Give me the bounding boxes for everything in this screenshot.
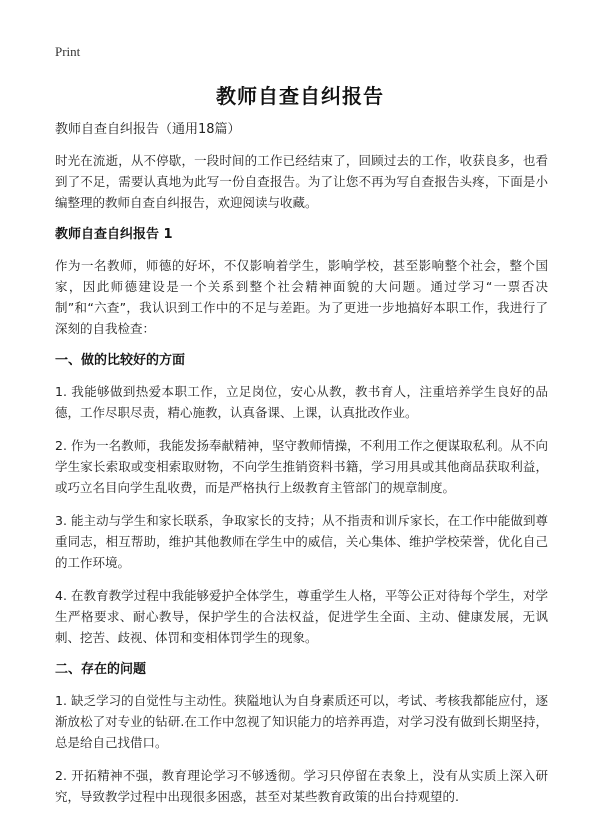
document-subtitle: 教师自查自纠报告（通用18篇）	[55, 122, 241, 137]
report-intro-paragraph: 作为一名教师，师德的好坏，不仅影响着学生，影响学校，甚至影响整个社会，整个国家，因此师德建设是一个关系到整个社会精神面貌的大问题。通过学习“一票否决制”和“六查”，我认识到工作中的不足与差距。为了更进一步地搞好本职工作，我进行了深刻的自我检查：	[55, 258, 548, 336]
strength-item: 3. 能主动与学生和家长联系，争取家长的支持；从不指责和训斥家长，在工作中能做到尊重同志，相互帮助，维护其他教师在学生中的威信，关心集体、维护学校荣誉，优化自己的工作环境。	[55, 513, 548, 570]
problem-item: 2. 开拓精神不强，教育理论学习不够透彻。学习只停留在表象上，没有从实质上深入研究，导致教学过程中出现很多困惑，甚至对某些教育政策的出台持观望的.	[55, 768, 548, 804]
document-title: 教师自查自纠报告	[216, 84, 384, 108]
document-body	[55, 120, 548, 819]
problem-item: 1. 缺乏学习的自觉性与主动性。狭隘地认为自身素质还可以，考试、考核我都能应付，逐渐放松了对专业的钻研.在工作中忽视了知识能力的培养再造，对学习没有做到长期坚持，总是给自己找借口。	[55, 693, 548, 750]
section-heading-strengths: 一、做的比较好的方面	[55, 353, 186, 368]
strength-item: 1. 我能够做到热爱本职工作，立足岗位，安心从教，教书育人，注重培养学生良好的品德，工作尽职尽责，精心施教，认真备课、上课，认真批改作业。	[55, 384, 548, 420]
section-heading-problems: 二、存在的问题	[55, 662, 147, 677]
print-label: Print	[55, 44, 81, 59]
report-heading: 教师自查自纠报告 1	[55, 227, 173, 242]
strength-item: 4. 在教育教学过程中我能够爱护全体学生，尊重学生人格，平等公正对待每个学生，对学生严格要求、耐心教导，保护学生的合法权益，促进学生全面、主动、健康发展，无讽刺、挖苦、歧视、体罚和变相体罚学生的现象。	[55, 588, 548, 645]
strength-item: 2. 作为一名教师，我能发扬奉献精神，坚守教师情操，不利用工作之便谋取私利。从不向学生家长索取或变相索取财物，不向学生推销资料书籍，学习用具或其他商品获取利益，或巧立名目向学生乱收费，而是严格执行上级教育主管部门的规章制度。	[55, 438, 548, 495]
intro-paragraph: 时光在流逝，从不停歇，一段时间的工作已经结束了，回顾过去的工作，收获良多，也看到了不足，需要认真地为此写一份自查报告。为了让您不再为写自查报告头疼，下面是小编整理的教师自查自纠报告，欢迎阅读与收藏。	[55, 153, 548, 210]
